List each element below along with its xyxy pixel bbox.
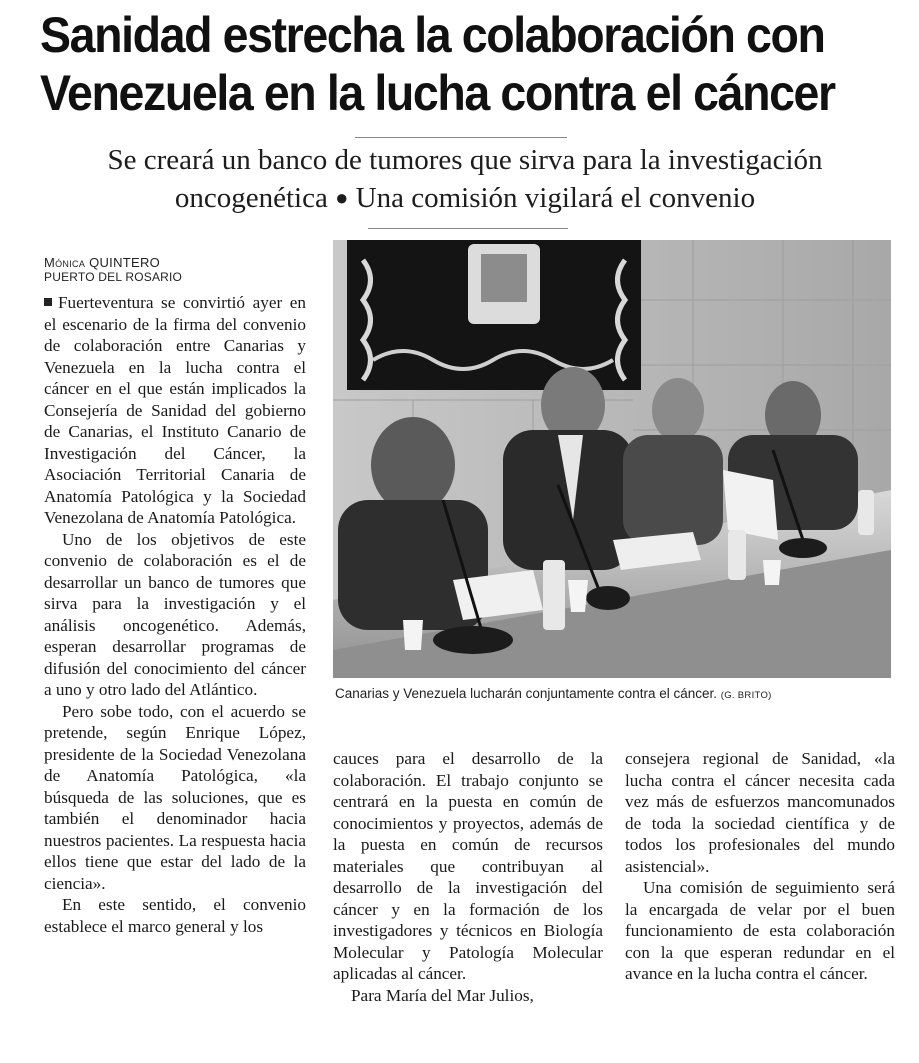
subheadline-rule-left [355, 137, 567, 138]
paragraph: cauces para el desarrollo de la colaboración. El trabajo conjunto se centrará en la puesta en común de conocimientos y proyectos, además de la puesta en común de recursos materiales que contribuyan al desarrollo de la investigación del cáncer y en la formación de los investigadores y técnicos en Biología Molecular y Patología Molecular aplicadas al cáncer. [333, 749, 603, 983]
author-first-name: Mónica [44, 255, 86, 270]
bullet-separator-icon: ● [335, 185, 349, 210]
subheadline-part-1: Se creará un banco de tumores que sirva para la investigación oncogenética [107, 144, 823, 214]
paragraph: Fuerteventura se convirtió ayer en el escenario de la firma del convenio de colaboración entre Canarias y Venezuela en la lucha contra el cáncer en el que están implicados la Consejería de Sanidad del gobierno de Canarias, el Instituto Canario de Investigación del Cáncer, la Asociación Territorial Canaria de Anatomía Patológica y la Sociedad Venezolana de Anatomía Patológica. [44, 293, 306, 527]
subheadline [40, 142, 890, 217]
byline-place: PUERTO DEL ROSARIO [44, 270, 183, 284]
author-last-name: QUINTERO [89, 255, 161, 270]
article-column-3 [625, 748, 895, 985]
photo-caption [335, 686, 895, 701]
subheadline-rule-bottom [368, 228, 568, 229]
lead-square-icon [44, 298, 52, 306]
caption-text: Canarias y Venezuela lucharán conjuntamente contra el cáncer. [335, 686, 717, 701]
article-column-2 [333, 748, 603, 1006]
paragraph: Pero sobe todo, con el acuerdo se pretende, según Enrique López, presidente de la Sociedad Venezolana de Anatomía Patológica, «la búsqueda de las soluciones, que es también el denominador hacia nuestros pacientes. La respuesta hacia ellos tiene que estar del lado de la ciencia». [44, 701, 306, 893]
paragraph: En este sentido, el convenio establece el marco general y los [44, 895, 306, 936]
photo-credit: (G. BRITO) [720, 690, 772, 701]
headline: Sanidad estrecha la colaboración con Venezuela en la lucha contra el cáncer [40, 7, 835, 121]
paragraph: Uno de los objetivos de este convenio de colaboración es el de desarrollar un banco de tumores que sirva para la investigación y el análisis oncogenético. Además, esperan desarrollar programas de difusión del conocimiento del cáncer a uno y otro lado del Atlántico. [44, 529, 306, 699]
paragraph: Para María del Mar Julios, [351, 985, 534, 1005]
article-photo [333, 240, 891, 678]
paragraph: Una comisión de seguimiento será la encargada de velar por el buen funcionamiento de esta colaboración con la que esperan redundar en el avance en la lucha contra el cáncer. [625, 878, 895, 983]
subheadline-part-2: Una comisión vigilará el convenio [355, 182, 756, 214]
byline-author [44, 255, 160, 270]
paragraph: consejera regional de Sanidad, «la lucha contra el cáncer necesita cada vez más de esfuerzos mancomunados de toda la sociedad científica y de todos los profesionales del mundo asistencial». [625, 749, 895, 876]
article-column-1 [44, 292, 306, 937]
